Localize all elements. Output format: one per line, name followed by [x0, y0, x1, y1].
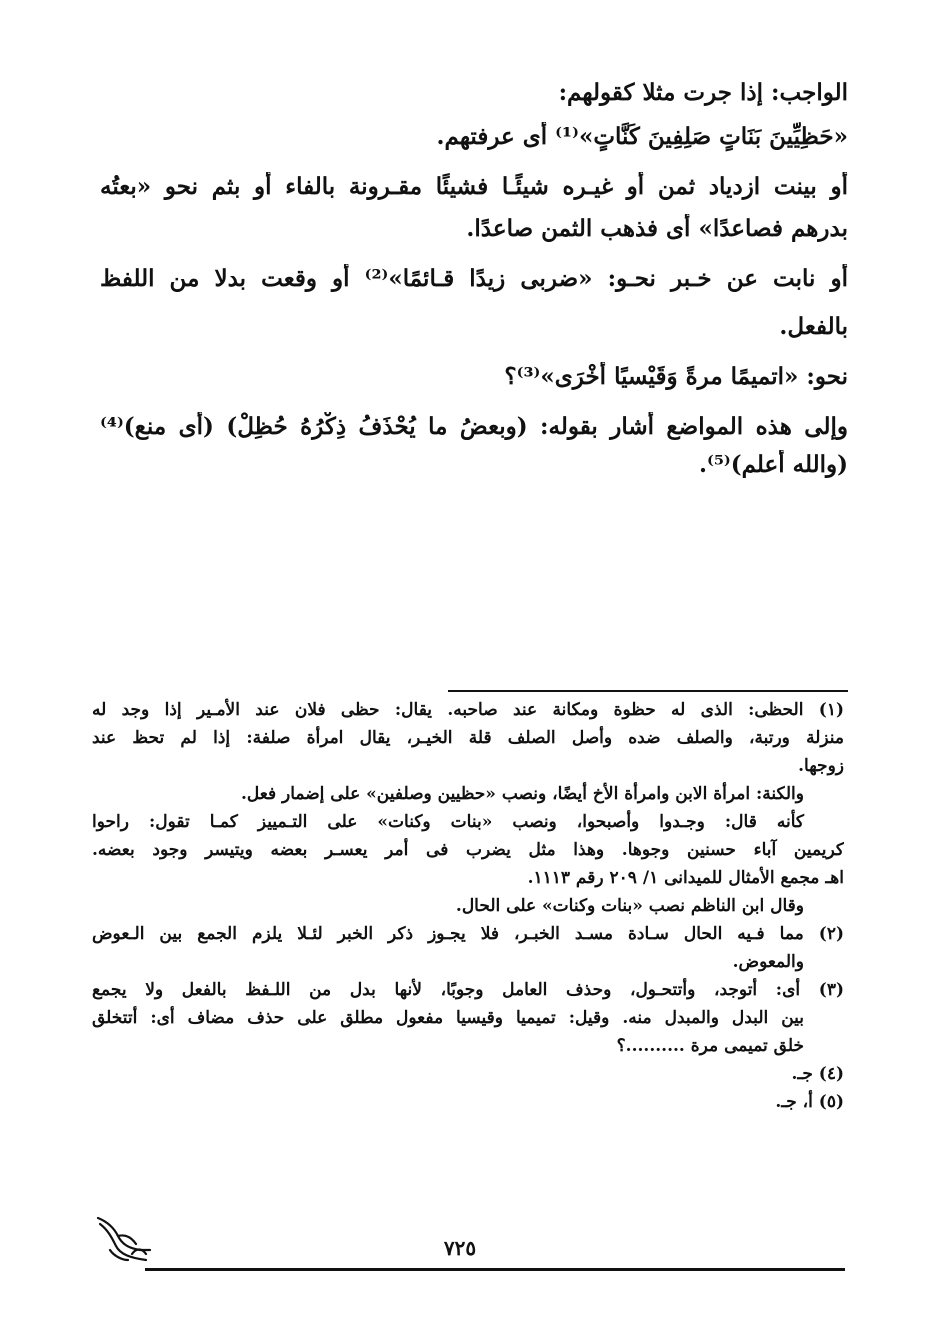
footnote-line: كريمين آباء حسنين وجوها. وهذا مثل يضرب فى أمر يعسـر بعضه ويتيسر وجود بعضه.: [92, 840, 844, 860]
main-line: أو بينت ازدياد ثمن أو غيـره شيئًـا فشيئًا مقـرونة بالفاء أو بثم نحو «بعتُه: [100, 173, 848, 200]
footnote-line: خلق تميمى مرة ..........؟: [616, 1036, 804, 1056]
page-number: ٧٢٥: [443, 1236, 477, 1260]
footnote-line: زوجها.: [798, 756, 844, 776]
main-line: الواجب: إذا جرت مثلا كقولهم:: [558, 79, 848, 106]
main-line: «حَظِيِّينَ بَنَاتٍ صَلِفِينَ كَنَّاتٍ»⁽¹⁾ أى عرفتهم.: [436, 123, 848, 150]
footnote-line: (١) الحظى: الذى له حظوة ومكانة عند صاحبه. يقال: حظى فلان عند الأمـير إذا وجد له: [92, 700, 844, 720]
footnote-line: اهـ مجمع الأمثال للميدانى ١/ ٢٠٩ رقم ١١١٣.: [527, 868, 844, 888]
footnote-line: وقال ابن الناظم نصب «بنات وكنات» على الحال.: [455, 896, 804, 916]
footnote-line: (٢) مما فـيه الحال سـادة مسـد الخبـر، فلا يجـوز ذكر الخبر لئـلا يلزم الجمع بين الـعوض: [92, 924, 844, 944]
footnote-separator: [448, 690, 848, 692]
footnote-line: (٥) أ، جـ.: [775, 1092, 844, 1112]
footnote-line: (٣) أى: أتوجد، وأتتحـول، وحذف العامل وجوبًا، لأنها بدل من اللـفظ بالفعل ولا يجمع: [92, 980, 844, 1000]
footnote-line: والمعوض.: [732, 952, 804, 972]
footnotes: [92, 696, 844, 1116]
footnote-line: منزلة ورتبة، والصلف ضده وأصل الصلف قلة الخيـر، يقال امرأة صلفة: إذا لم تحظ عند: [92, 728, 844, 748]
main-text: [100, 74, 848, 480]
footnote-line: (٤) جـ.: [791, 1064, 844, 1084]
bottom-rule: [145, 1268, 845, 1271]
main-line: بدرهم فصاعدًا» أى فذهب الثمن صاعدًا.: [466, 215, 848, 242]
main-line: نحو: «اتميمًا مرةً وَقَيْسيًا أُخْرَى»⁽³⁾؟: [504, 363, 848, 390]
decorative-hand-mark-icon: [88, 1204, 158, 1274]
main-line: وإلى هذه المواضع أشار بقوله: (وبعضُ ما يُحْذَفُ ذِكْرُهُ حُظِلْ) (أى منع)⁽⁴⁾: [100, 413, 848, 440]
main-line: أو نابت عن خـبر نحـو: «ضربى زيدًا قـائمًا»⁽²⁾ أو وقعت بدلا من اللفظ: [100, 265, 848, 292]
footnote-line: بين البدل والمبدل منه. وقيل: تميميا وقيسيا مفعول مطلق على حذف مضاف أى: أتتخلق: [92, 1008, 804, 1028]
footnote-line: والكنة: امرأة الابن وامرأة الأخ أيضًا، ونصب «حظيين وصلفين» على إضمار فعل.: [240, 784, 804, 804]
main-line: (والله أعلم)⁽⁵⁾.: [698, 451, 848, 478]
main-line: بالفعل.: [779, 313, 848, 340]
footnote-line: كأنه قال: وجـدوا وأصبحوا، ونصب «بنات وكنات» على التـمييز كمـا تقول: راحوا: [92, 812, 804, 832]
